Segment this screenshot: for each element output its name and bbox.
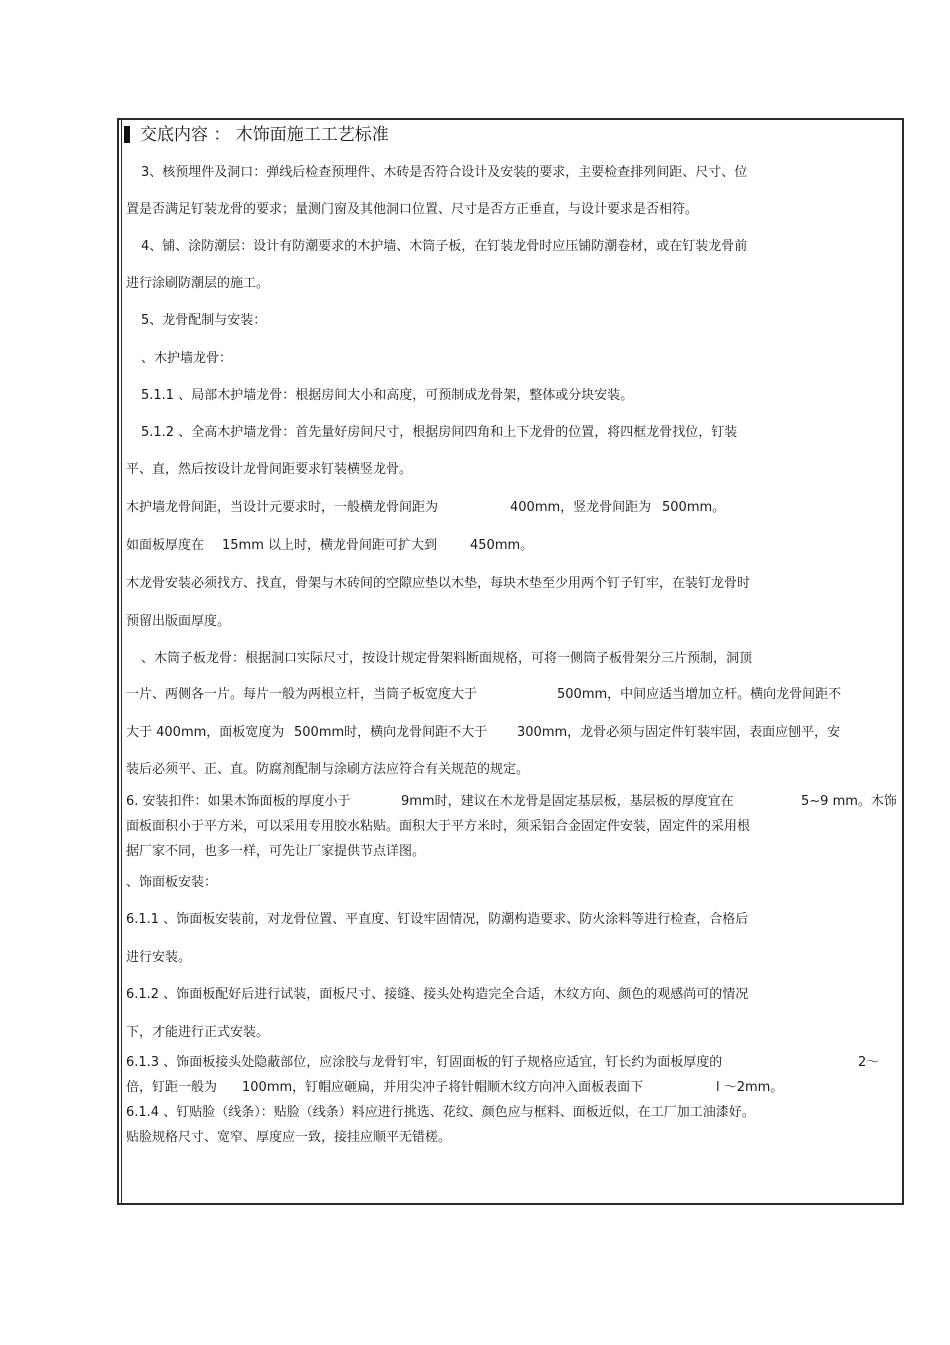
table-inner-border: [121, 118, 122, 1205]
paragraph-line: 、木护墙龙骨：: [141, 351, 233, 366]
paragraph-line: 15mm 以上时，横龙骨间距可扩大到: [222, 538, 438, 553]
paragraph-line: 进行涂刷防潮层的施工。: [126, 276, 270, 291]
paragraph-line: 进行安装。: [126, 950, 192, 965]
paragraph-line: 如面板厚度在: [126, 538, 205, 553]
paragraph-line: 6.1.2 、饰面板配好后进行试装，面板尺寸、接缝、接头处构造完全合适，木纹方向、颜色的观感尚可的情况: [126, 987, 749, 1002]
paragraph-line: 6.1.4 、钉贴脸（线条）：贴脸（线条）料应进行挑选、花纹、颜色应与框料、面板近似，在工厂加工油漆好。: [126, 1105, 755, 1120]
paragraph-line: 5.1.2 、全高木护墙龙骨：首先量好房间尺寸，根据房间四角和上下龙骨的位置，将四框龙骨找位，钉装: [141, 425, 738, 440]
paragraph-line: 400mm，竖龙骨间距为: [510, 500, 652, 515]
title-marker-icon: [124, 126, 130, 143]
paragraph-line: 木龙骨安装必须找方、找直，骨架与木砖间的空隙应垫以木垫，每块木垫至少用两个钉子钉牢，在装钉龙骨时: [126, 576, 751, 591]
paragraph-line: 预留出版面厚度。: [126, 614, 231, 629]
paragraph-line: 2～: [858, 1055, 880, 1070]
paragraph-line: 6. 安装扣件：如果木饰面板的厚度小于: [126, 794, 351, 809]
paragraph-line: 5.1.1 、局部木护墙龙骨：根据房间大小和高度，可预制成龙骨架，整体或分块安装。: [141, 388, 634, 403]
paragraph-line: 贴脸规格尺寸、宽窄、厚度应一致，接挂应顺平无错槎。: [126, 1130, 452, 1145]
paragraph-line: 100mm，钉帽应砸扁，并用尖冲子将针帽顺木纹方向冲入面板表面下: [242, 1080, 644, 1095]
paragraph-line: 500mm，中间应适当增加立杆。横向龙骨间距不: [557, 687, 842, 702]
paragraph-line: 450mm。: [470, 538, 534, 553]
paragraph-line: 下，才能进行正式安装。: [126, 1025, 270, 1040]
paragraph-line: 6.1.3 、饰面板接头处隐蔽部位，应涂胶与龙骨钉牢，钉固面板的钉子规格应适宜，钉长约为面板厚度的: [126, 1055, 723, 1070]
paragraph-line: 500mm。: [662, 500, 726, 515]
paragraph-line: 平、直，然后按设计龙骨间距要求钉装横竖龙骨。: [126, 462, 413, 477]
paragraph-line: 一片、两侧各一片。每片一般为两根立杆，当筒子板宽度大于: [126, 687, 478, 702]
paragraph-line: 500mm时，横向龙骨间距不大于: [294, 725, 488, 740]
paragraph-line: 6.1.1 、饰面板安装前，对龙骨位置、平直度、钉设牢固情况，防潮构造要求、防火涂料等进行检查，合格后: [126, 912, 749, 927]
paragraph-line: 置是否满足钉装龙骨的要求；量测门窗及其他洞口位置、尺寸是否方正垂直，与设计要求是否相符。: [126, 202, 699, 217]
paragraph-line: 3、核预埋件及洞口：弹线后检查预埋件、木砖是否符合设计及安装的要求，主要检查排列间距、尺寸、位: [141, 165, 748, 180]
section-title-text: 交底内容 ： 木饰面施工工艺标准: [140, 125, 389, 145]
paragraph-line: l ～2mm。: [716, 1080, 784, 1095]
paragraph-line: 、木筒子板龙骨：根据洞口实际尺寸，按设计规定骨架料断面规格，可将一侧筒子板骨架分三片预制，洞顶: [141, 651, 753, 666]
paragraph-line: 5、龙骨配制与安装：: [141, 313, 267, 328]
paragraph-line: 、饰面板安装：: [126, 875, 218, 890]
section-title: [124, 124, 389, 146]
paragraph-line: 面板面积小于平方米，可以采用专用胶水粘贴。面积大于平方米时，须采铝合金固定件安装，固定件的采用根: [126, 819, 751, 834]
paragraph-line: 300mm，龙骨必须与固定件钉装牢固，表面应刨平，安: [517, 725, 841, 740]
paragraph-line: 装后必须平、正、直。防腐剂配制与涂刷方法应符合有关规范的规定。: [126, 762, 530, 777]
paragraph-line: 9mm时，建议在木龙骨是固定基层板，基层板的厚度宜在: [401, 794, 734, 809]
paragraph-line: 4、铺、涂防潮层：设计有防潮要求的木护墙、木筒子板，在钉装龙骨时应压铺防潮卷材，或在钉装龙骨前: [141, 239, 748, 254]
paragraph-line: 木护墙龙骨间距，当设计元要求时，一般横龙骨间距为: [126, 500, 439, 515]
paragraph-line: 大于 400mm，面板宽度为: [126, 725, 285, 740]
paragraph-line: 5~9 mm。木饰: [801, 794, 897, 809]
paragraph-line: 倍，钉距一般为: [126, 1080, 218, 1095]
paragraph-line: 据厂家不同，也多一样，可先让厂家提供节点详图。: [126, 844, 426, 859]
